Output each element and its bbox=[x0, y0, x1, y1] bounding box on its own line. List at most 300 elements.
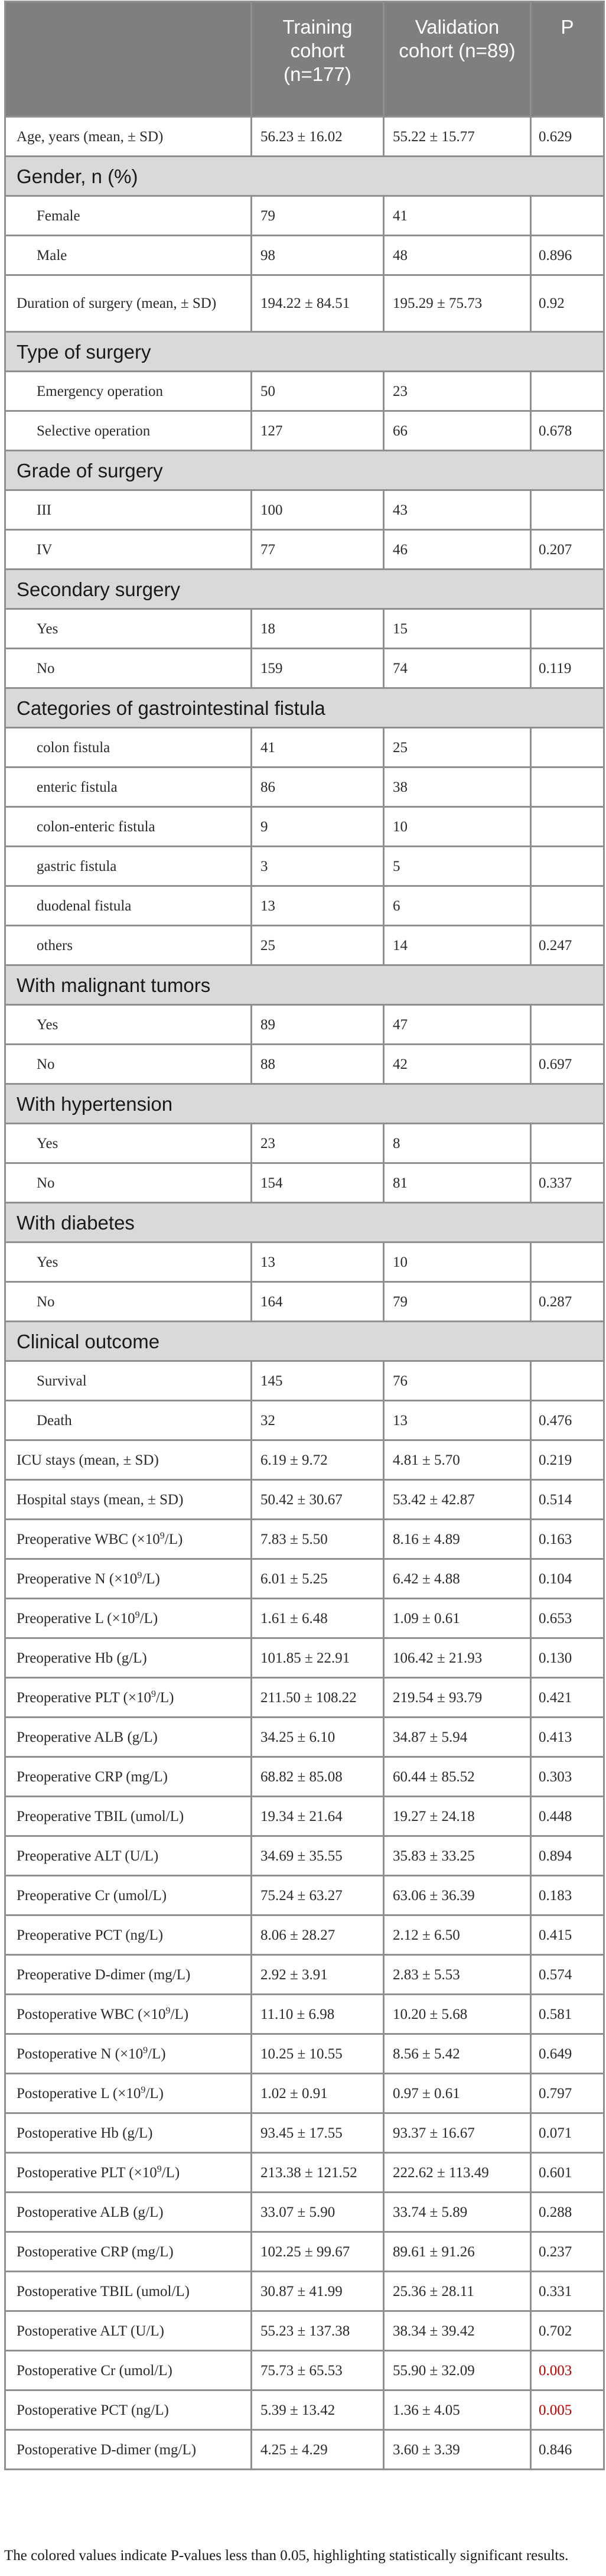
table-row bbox=[5, 649, 604, 688]
p-value bbox=[531, 1361, 604, 1401]
p-value bbox=[531, 807, 604, 847]
table-row bbox=[5, 2153, 604, 2193]
training-value: 194.22 ± 84.51 bbox=[252, 275, 384, 332]
row-label-text: others bbox=[37, 937, 73, 954]
table-row bbox=[5, 807, 604, 847]
cohort-comparison-table bbox=[4, 1, 605, 2470]
table-row bbox=[5, 609, 604, 649]
row-label-text: Postoperative Hb (g/L) bbox=[17, 2125, 153, 2141]
row-label bbox=[5, 1757, 252, 1797]
section-row bbox=[5, 332, 604, 372]
row-label bbox=[5, 1718, 252, 1757]
row-label-text: Postoperative TBIL (umol/L) bbox=[17, 2283, 190, 2299]
row-label-text: Postoperative CRP (mg/L) bbox=[17, 2243, 174, 2260]
row-label-text: IV bbox=[37, 541, 53, 558]
validation-value: 10.20 ± 5.68 bbox=[384, 1995, 531, 2034]
table-row bbox=[5, 1005, 604, 1045]
table-row bbox=[5, 1718, 604, 1757]
row-label bbox=[5, 1915, 252, 1955]
training-value: 13 bbox=[252, 1243, 384, 1282]
row-label bbox=[5, 530, 252, 570]
training-value: 3 bbox=[252, 847, 384, 886]
p-value: 0.130 bbox=[531, 1638, 604, 1678]
p-value bbox=[531, 490, 604, 530]
row-label-unit: /L) bbox=[164, 1531, 183, 1547]
training-value: 98 bbox=[252, 236, 384, 275]
training-value: 2.92 ± 3.91 bbox=[252, 1955, 384, 1995]
validation-value: 10 bbox=[384, 1243, 531, 1282]
row-label bbox=[5, 2351, 252, 2390]
validation-value: 53.42 ± 42.87 bbox=[384, 1480, 531, 1520]
table-row bbox=[5, 2311, 604, 2351]
validation-value: 33.74 ± 5.89 bbox=[384, 2193, 531, 2232]
row-label bbox=[5, 2430, 252, 2470]
row-label-text: Postoperative PLT (×10 bbox=[17, 2164, 157, 2181]
p-value: 0.413 bbox=[531, 1718, 604, 1757]
table-row bbox=[5, 1559, 604, 1599]
training-value: 7.83 ± 5.50 bbox=[252, 1520, 384, 1559]
row-label bbox=[5, 2311, 252, 2351]
training-value: 23 bbox=[252, 1124, 384, 1163]
row-label-text: Hospital stays (mean, ± SD) bbox=[17, 1491, 184, 1508]
row-label bbox=[5, 1599, 252, 1638]
row-label-text: ICU stays (mean, ± SD) bbox=[17, 1452, 159, 1468]
row-label bbox=[5, 728, 252, 767]
section-row bbox=[5, 157, 604, 196]
training-value: 9 bbox=[252, 807, 384, 847]
training-value: 30.87 ± 41.99 bbox=[252, 2272, 384, 2311]
row-label bbox=[5, 886, 252, 926]
table-row bbox=[5, 926, 604, 965]
header-validation-cohort: Validation cohort (n=89) bbox=[384, 2, 531, 117]
table-row bbox=[5, 1361, 604, 1401]
row-label-text: Death bbox=[37, 1412, 72, 1429]
row-label bbox=[5, 1638, 252, 1678]
row-label-text: Postoperative ALT (U/L) bbox=[17, 2323, 164, 2339]
training-value: 4.25 ± 4.29 bbox=[252, 2430, 384, 2470]
row-label-unit: /L) bbox=[145, 2085, 164, 2102]
section-label: With diabetes bbox=[5, 1203, 604, 1243]
training-value: 100 bbox=[252, 490, 384, 530]
p-value: 0.476 bbox=[531, 1401, 604, 1440]
p-value: 0.331 bbox=[531, 2272, 604, 2311]
row-label-text: Selective operation bbox=[37, 422, 151, 439]
p-value: 0.207 bbox=[531, 530, 604, 570]
validation-value: 6 bbox=[384, 886, 531, 926]
p-value bbox=[531, 1124, 604, 1163]
row-label bbox=[5, 2193, 252, 2232]
table-row bbox=[5, 1599, 604, 1638]
validation-value: 76 bbox=[384, 1361, 531, 1401]
p-value: 0.653 bbox=[531, 1599, 604, 1638]
row-label-text: No bbox=[37, 1293, 55, 1310]
row-label bbox=[5, 1480, 252, 1520]
section-label: Grade of surgery bbox=[5, 451, 604, 490]
row-label bbox=[5, 1440, 252, 1480]
training-value: 79 bbox=[252, 196, 384, 236]
row-label-text: Age, years (mean, ± SD) bbox=[17, 128, 164, 145]
p-value: 0.92 bbox=[531, 275, 604, 332]
p-value: 0.702 bbox=[531, 2311, 604, 2351]
training-value: 13 bbox=[252, 886, 384, 926]
table-body bbox=[5, 117, 604, 2470]
table-row bbox=[5, 1955, 604, 1995]
table-row bbox=[5, 2074, 604, 2113]
section-row bbox=[5, 451, 604, 490]
row-label bbox=[5, 847, 252, 886]
validation-value: 106.42 ± 21.93 bbox=[384, 1638, 531, 1678]
p-value bbox=[531, 767, 604, 807]
table-row bbox=[5, 372, 604, 411]
training-value: 154 bbox=[252, 1163, 384, 1203]
table-row bbox=[5, 530, 604, 570]
training-value: 127 bbox=[252, 411, 384, 451]
row-label bbox=[5, 2153, 252, 2193]
row-label-text: Postoperative WBC (×10 bbox=[17, 2006, 166, 2022]
table-row bbox=[5, 236, 604, 275]
row-label-exponent: 9 bbox=[157, 2164, 162, 2174]
p-value: 0.697 bbox=[531, 1045, 604, 1084]
training-value: 77 bbox=[252, 530, 384, 570]
validation-value: 55.90 ± 32.09 bbox=[384, 2351, 531, 2390]
p-value: 0.601 bbox=[531, 2153, 604, 2193]
validation-value: 15 bbox=[384, 609, 531, 649]
table-row bbox=[5, 2390, 604, 2430]
validation-value: 219.54 ± 93.79 bbox=[384, 1678, 531, 1718]
section-label: Secondary surgery bbox=[5, 570, 604, 609]
p-value: 0.629 bbox=[531, 117, 604, 157]
validation-value: 0.97 ± 0.61 bbox=[384, 2074, 531, 2113]
validation-value: 8.16 ± 4.89 bbox=[384, 1520, 531, 1559]
section-row bbox=[5, 1084, 604, 1124]
row-label-text: Yes bbox=[37, 1135, 58, 1152]
table-row bbox=[5, 2272, 604, 2311]
validation-value: 25.36 ± 28.11 bbox=[384, 2272, 531, 2311]
validation-value: 10 bbox=[384, 807, 531, 847]
table-row bbox=[5, 117, 604, 157]
table-row bbox=[5, 1520, 604, 1559]
table-row bbox=[5, 728, 604, 767]
row-label-text: Postoperative ALB (g/L) bbox=[17, 2204, 164, 2220]
row-label bbox=[5, 1678, 252, 1718]
row-label-exponent: 9 bbox=[141, 2084, 146, 2095]
row-label-exponent: 9 bbox=[151, 1689, 156, 1699]
p-value bbox=[531, 1243, 604, 1282]
table-row bbox=[5, 1480, 604, 1520]
p-value bbox=[531, 372, 604, 411]
p-value: 0.421 bbox=[531, 1678, 604, 1718]
row-label-unit: /L) bbox=[142, 1570, 160, 1587]
table-row bbox=[5, 886, 604, 926]
table-row bbox=[5, 275, 604, 332]
p-value: 0.303 bbox=[531, 1757, 604, 1797]
training-value: 34.69 ± 35.55 bbox=[252, 1836, 384, 1876]
row-label bbox=[5, 1559, 252, 1599]
row-label bbox=[5, 1045, 252, 1084]
row-label bbox=[5, 2390, 252, 2430]
row-label-text: Postoperative D-dimer (mg/L) bbox=[17, 2441, 197, 2458]
training-value: 102.25 ± 99.67 bbox=[252, 2232, 384, 2272]
table-row bbox=[5, 847, 604, 886]
training-value: 8.06 ± 28.27 bbox=[252, 1915, 384, 1955]
training-value: 10.25 ± 10.55 bbox=[252, 2034, 384, 2074]
row-label-text: Survival bbox=[37, 1372, 87, 1389]
row-label-text: Preoperative N (×10 bbox=[17, 1570, 138, 1587]
p-value bbox=[531, 847, 604, 886]
training-value: 41 bbox=[252, 728, 384, 767]
table-row bbox=[5, 2113, 604, 2153]
table-row bbox=[5, 490, 604, 530]
section-label: With hypertension bbox=[5, 1084, 604, 1124]
section-row bbox=[5, 1322, 604, 1361]
training-value: 1.61 ± 6.48 bbox=[252, 1599, 384, 1638]
training-value: 19.34 ± 21.64 bbox=[252, 1797, 384, 1836]
row-label-unit: /L) bbox=[170, 2006, 189, 2022]
section-label: With malignant tumors bbox=[5, 965, 604, 1005]
row-label bbox=[5, 1836, 252, 1876]
table-row bbox=[5, 1243, 604, 1282]
p-value: 0.678 bbox=[531, 411, 604, 451]
validation-value: 5 bbox=[384, 847, 531, 886]
validation-value: 66 bbox=[384, 411, 531, 451]
table-row bbox=[5, 1995, 604, 2034]
p-value: 0.574 bbox=[531, 1955, 604, 1995]
row-label bbox=[5, 2113, 252, 2153]
row-label bbox=[5, 2232, 252, 2272]
row-label bbox=[5, 609, 252, 649]
validation-value: 3.60 ± 3.39 bbox=[384, 2430, 531, 2470]
p-value: 0.237 bbox=[531, 2232, 604, 2272]
row-label-exponent: 9 bbox=[135, 1609, 140, 1620]
p-value bbox=[531, 609, 604, 649]
table-row bbox=[5, 1401, 604, 1440]
row-label-exponent: 9 bbox=[165, 2005, 171, 2016]
row-label-exponent: 9 bbox=[137, 1570, 142, 1580]
training-value: 211.50 ± 108.22 bbox=[252, 1678, 384, 1718]
validation-value: 42 bbox=[384, 1045, 531, 1084]
training-value: 25 bbox=[252, 926, 384, 965]
table-container bbox=[4, 1, 603, 2470]
table-row bbox=[5, 1915, 604, 1955]
header-p-value: P bbox=[531, 2, 604, 117]
training-value: 164 bbox=[252, 1282, 384, 1322]
table-row bbox=[5, 196, 604, 236]
row-label bbox=[5, 1282, 252, 1322]
row-label bbox=[5, 1163, 252, 1203]
row-label-text: Preoperative L (×10 bbox=[17, 1610, 135, 1627]
row-label bbox=[5, 2074, 252, 2113]
row-label-text: Yes bbox=[37, 1254, 58, 1270]
row-label-text: Preoperative TBIL (umol/L) bbox=[17, 1808, 184, 1824]
row-label bbox=[5, 1361, 252, 1401]
validation-value: 38 bbox=[384, 767, 531, 807]
row-label bbox=[5, 1876, 252, 1915]
training-value: 68.82 ± 85.08 bbox=[252, 1757, 384, 1797]
validation-value: 43 bbox=[384, 490, 531, 530]
section-row bbox=[5, 570, 604, 609]
table-row bbox=[5, 2193, 604, 2232]
validation-value: 38.34 ± 39.42 bbox=[384, 2311, 531, 2351]
row-label bbox=[5, 275, 252, 332]
p-value: 0.797 bbox=[531, 2074, 604, 2113]
p-value: 0.337 bbox=[531, 1163, 604, 1203]
row-label-text: Preoperative CRP (mg/L) bbox=[17, 1768, 168, 1785]
row-label bbox=[5, 196, 252, 236]
p-value bbox=[531, 196, 604, 236]
row-label-text: Duration of surgery (mean, ± SD) bbox=[17, 295, 217, 311]
p-value: 0.846 bbox=[531, 2430, 604, 2470]
header-variable bbox=[5, 2, 252, 117]
validation-value: 55.22 ± 15.77 bbox=[384, 117, 531, 157]
p-value: 0.104 bbox=[531, 1559, 604, 1599]
table-row bbox=[5, 1163, 604, 1203]
row-label-text: gastric fistula bbox=[37, 858, 117, 874]
validation-value: 93.37 ± 16.67 bbox=[384, 2113, 531, 2153]
section-label: Categories of gastrointestinal fistula bbox=[5, 688, 604, 728]
training-value: 50 bbox=[252, 372, 384, 411]
table-row bbox=[5, 767, 604, 807]
table-row bbox=[5, 2351, 604, 2390]
row-label bbox=[5, 649, 252, 688]
p-value: 0.247 bbox=[531, 926, 604, 965]
training-value: 33.07 ± 5.90 bbox=[252, 2193, 384, 2232]
table-row bbox=[5, 1638, 604, 1678]
p-value: 0.581 bbox=[531, 1995, 604, 2034]
p-value: 0.514 bbox=[531, 1480, 604, 1520]
table-row bbox=[5, 1045, 604, 1084]
table-row bbox=[5, 411, 604, 451]
section-label: Type of surgery bbox=[5, 332, 604, 372]
training-value: 101.85 ± 22.91 bbox=[252, 1638, 384, 1678]
validation-value: 195.29 ± 75.73 bbox=[384, 275, 531, 332]
training-value: 86 bbox=[252, 767, 384, 807]
validation-value: 6.42 ± 4.88 bbox=[384, 1559, 531, 1599]
row-label-exponent: 9 bbox=[143, 2045, 148, 2055]
row-label bbox=[5, 1995, 252, 2034]
training-value: 50.42 ± 30.67 bbox=[252, 1480, 384, 1520]
training-value: 213.38 ± 121.52 bbox=[252, 2153, 384, 2193]
table-row bbox=[5, 2034, 604, 2074]
p-value: 0.287 bbox=[531, 1282, 604, 1322]
row-label-text: Postoperative N (×10 bbox=[17, 2045, 144, 2062]
p-value: 0.896 bbox=[531, 236, 604, 275]
p-value-significant: 0.003 bbox=[531, 2351, 604, 2390]
row-label bbox=[5, 411, 252, 451]
row-label bbox=[5, 372, 252, 411]
p-value bbox=[531, 728, 604, 767]
validation-value: 8.56 ± 5.42 bbox=[384, 2034, 531, 2074]
p-value: 0.119 bbox=[531, 649, 604, 688]
validation-value: 35.83 ± 33.25 bbox=[384, 1836, 531, 1876]
table-footnote: The colored values indicate P-values less than 0.05, highlighting statistically significant results. bbox=[4, 2548, 569, 2564]
training-value: 93.45 ± 17.55 bbox=[252, 2113, 384, 2153]
section-label: Clinical outcome bbox=[5, 1322, 604, 1361]
validation-value: 74 bbox=[384, 649, 531, 688]
header-row bbox=[5, 2, 604, 117]
row-label-text: Preoperative WBC (×10 bbox=[17, 1531, 160, 1547]
row-label bbox=[5, 926, 252, 965]
training-value: 88 bbox=[252, 1045, 384, 1084]
training-value: 89 bbox=[252, 1005, 384, 1045]
row-label-text: colon fistula bbox=[37, 739, 110, 756]
p-value: 0.071 bbox=[531, 2113, 604, 2153]
row-label-unit: /L) bbox=[148, 2045, 166, 2062]
row-label bbox=[5, 767, 252, 807]
row-label bbox=[5, 1401, 252, 1440]
row-label bbox=[5, 2034, 252, 2074]
validation-value: 13 bbox=[384, 1401, 531, 1440]
table-row bbox=[5, 1757, 604, 1797]
training-value: 6.19 ± 9.72 bbox=[252, 1440, 384, 1480]
p-value: 0.219 bbox=[531, 1440, 604, 1480]
row-label-text: Female bbox=[37, 207, 80, 224]
p-value: 0.448 bbox=[531, 1797, 604, 1836]
validation-value: 48 bbox=[384, 236, 531, 275]
training-value: 34.25 ± 6.10 bbox=[252, 1718, 384, 1757]
row-label bbox=[5, 1520, 252, 1559]
validation-value: 2.83 ± 5.53 bbox=[384, 1955, 531, 1995]
section-row bbox=[5, 1203, 604, 1243]
row-label-text: Yes bbox=[37, 1016, 58, 1033]
validation-value: 1.36 ± 4.05 bbox=[384, 2390, 531, 2430]
table-row bbox=[5, 1876, 604, 1915]
validation-value: 2.12 ± 6.50 bbox=[384, 1915, 531, 1955]
validation-value: 46 bbox=[384, 530, 531, 570]
row-label-text: Preoperative Cr (umol/L) bbox=[17, 1887, 167, 1904]
row-label bbox=[5, 1243, 252, 1282]
p-value bbox=[531, 1005, 604, 1045]
row-label-unit: /L) bbox=[155, 1689, 174, 1706]
p-value-significant: 0.005 bbox=[531, 2390, 604, 2430]
row-label bbox=[5, 1955, 252, 1995]
validation-value: 23 bbox=[384, 372, 531, 411]
table-row bbox=[5, 1282, 604, 1322]
training-value: 1.02 ± 0.91 bbox=[252, 2074, 384, 2113]
p-value: 0.415 bbox=[531, 1915, 604, 1955]
row-label-text: Preoperative D-dimer (mg/L) bbox=[17, 1966, 191, 1983]
table-row bbox=[5, 1836, 604, 1876]
table-row bbox=[5, 1440, 604, 1480]
p-value: 0.894 bbox=[531, 1836, 604, 1876]
row-label-text: Preoperative Hb (g/L) bbox=[17, 1650, 147, 1666]
p-value: 0.183 bbox=[531, 1876, 604, 1915]
validation-value: 79 bbox=[384, 1282, 531, 1322]
training-value: 55.23 ± 137.38 bbox=[252, 2311, 384, 2351]
row-label bbox=[5, 236, 252, 275]
row-label-text: Preoperative PLT (×10 bbox=[17, 1689, 151, 1706]
validation-value: 19.27 ± 24.18 bbox=[384, 1797, 531, 1836]
row-label bbox=[5, 1124, 252, 1163]
section-label: Gender, n (%) bbox=[5, 157, 604, 196]
header-training-cohort: Training cohort (n=177) bbox=[252, 2, 384, 117]
table-row bbox=[5, 2430, 604, 2470]
training-value: 159 bbox=[252, 649, 384, 688]
validation-value: 81 bbox=[384, 1163, 531, 1203]
validation-value: 222.62 ± 113.49 bbox=[384, 2153, 531, 2193]
row-label-text: No bbox=[37, 1175, 55, 1191]
validation-value: 60.44 ± 85.52 bbox=[384, 1757, 531, 1797]
section-row bbox=[5, 965, 604, 1005]
row-label-text: duodenal fistula bbox=[37, 897, 132, 914]
row-label bbox=[5, 2272, 252, 2311]
validation-value: 41 bbox=[384, 196, 531, 236]
validation-value: 4.81 ± 5.70 bbox=[384, 1440, 531, 1480]
p-value: 0.163 bbox=[531, 1520, 604, 1559]
row-label bbox=[5, 1005, 252, 1045]
training-value: 75.24 ± 63.27 bbox=[252, 1876, 384, 1915]
row-label-text: Emergency operation bbox=[37, 383, 164, 399]
validation-value: 25 bbox=[384, 728, 531, 767]
